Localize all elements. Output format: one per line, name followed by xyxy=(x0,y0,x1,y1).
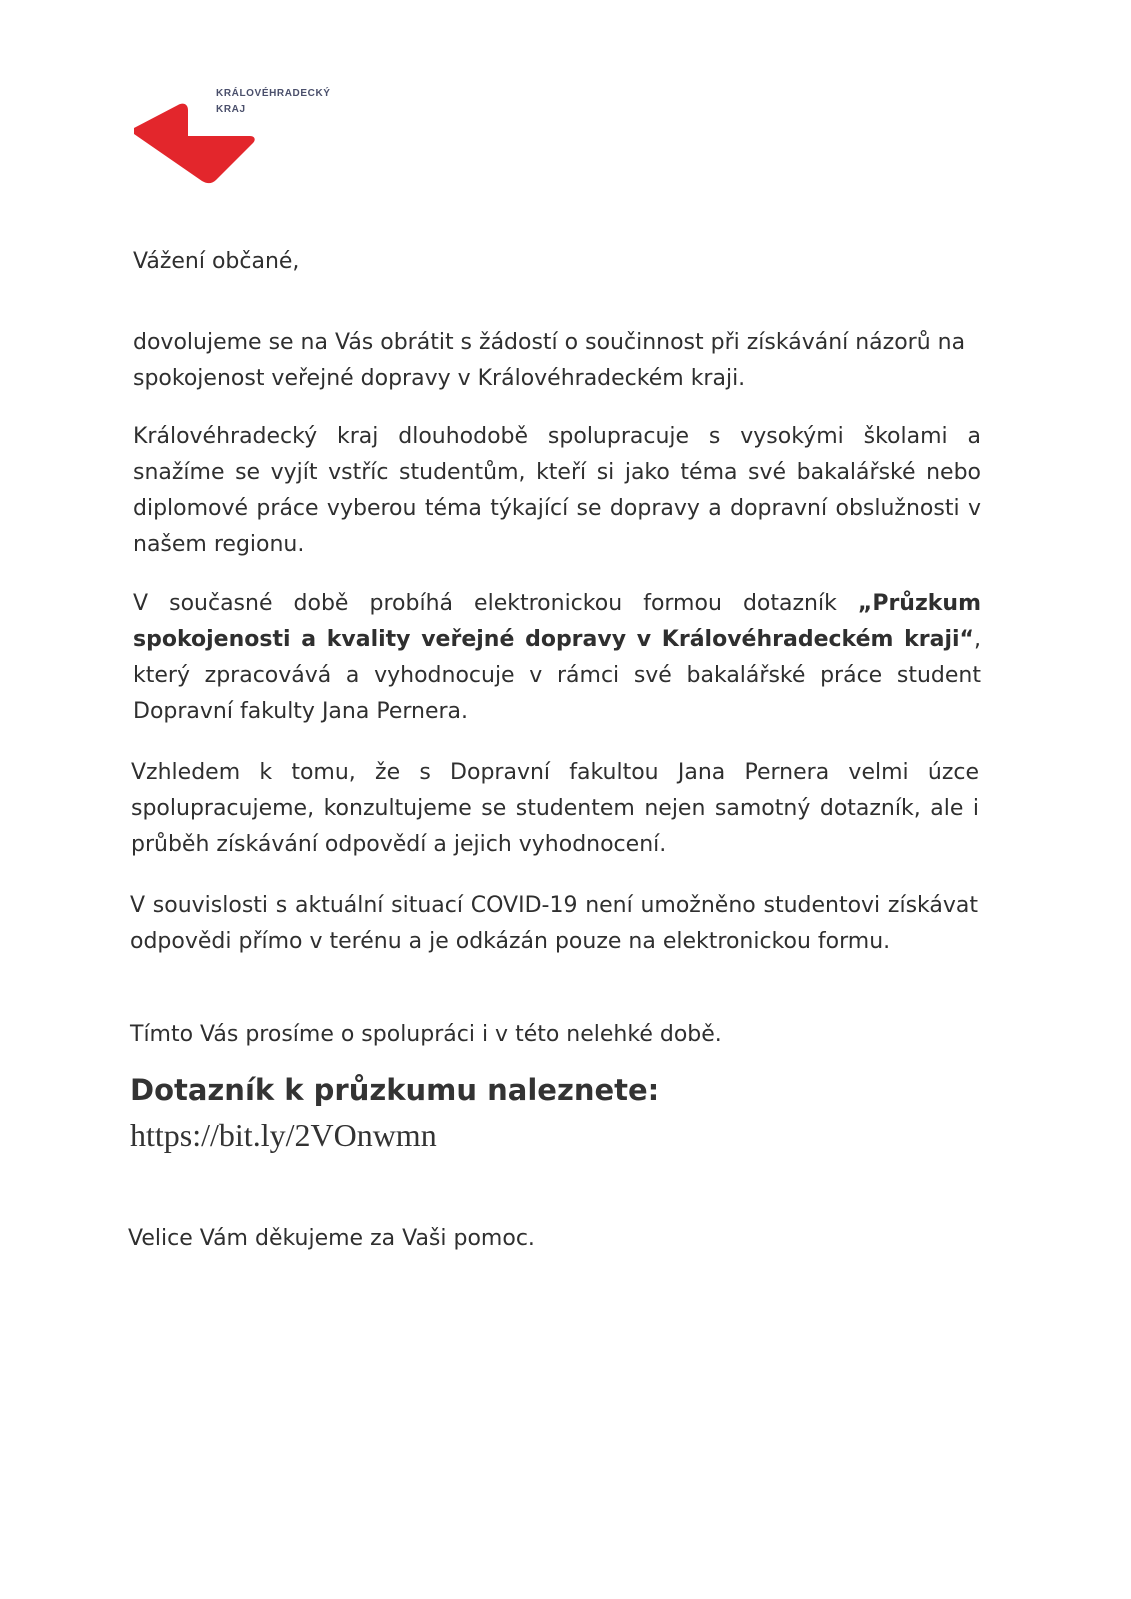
survey-title: „Průzkum spokojenosti a kvality veřejné dopravy v Královéhradeckém kraji“ xyxy=(133,591,981,652)
logo-line-region: KRÁLOVÉHRADECKÝ xyxy=(216,88,331,99)
salutation: Vážení občané, xyxy=(133,249,300,274)
survey-details-text: , který zpracovává a vyhodnocuje v rámci své bakalářské práce student Dopravní fakulty Jana Pernera. xyxy=(133,627,981,724)
survey-link[interactable]: https://bit.ly/2VOnwmn xyxy=(130,1117,437,1153)
closing-thanks: Velice Vám děkujeme za Vaši pomoc. xyxy=(128,1226,535,1251)
paragraph-survey xyxy=(133,586,981,730)
survey-heading: Dotazník k průzkumu naleznete: xyxy=(130,1073,660,1107)
kralovehradecky-kraj-logo xyxy=(134,86,364,186)
paragraph-faculty: Vzhledem k tomu, že s Dopravní fakultou Jana Pernera velmi úzce spolupracujeme, konzultujeme se studentem nejen samotný dotazník, ale i průběh získávání odpovědí a jejich vyhodnocení. xyxy=(131,760,979,857)
paragraph-cooperation: Královéhradecký kraj dlouhodobě spolupracuje s vysokými školami a snažíme se vyjít vstříc studentům, kteří si jako téma své bakalářské nebo diplomové práce vyberou téma týkající se dopravy a dopravní obslužnosti v našem regionu. xyxy=(133,424,981,557)
paragraph-covid: V souvislosti s aktuální situací COVID-19 není umožněno studentovi získávat odpovědi přímo v terénu a je odkázán pouze na elektronickou formu. xyxy=(130,893,978,954)
logo-text xyxy=(216,86,331,118)
paragraph-request: dovolujeme se na Vás obrátit s žádostí o součinnost při získávání názorů na spokojenost veřejné dopravy v Královéhradeckém kraji. xyxy=(133,330,966,391)
survey-intro-text: V současné době probíhá elektronickou formou dotazník xyxy=(133,591,858,616)
logo-line-kraj: KRAJ xyxy=(216,104,246,115)
paragraph-appeal: Tímto Vás prosíme o spolupráci i v této nelehké době. xyxy=(130,1022,722,1047)
